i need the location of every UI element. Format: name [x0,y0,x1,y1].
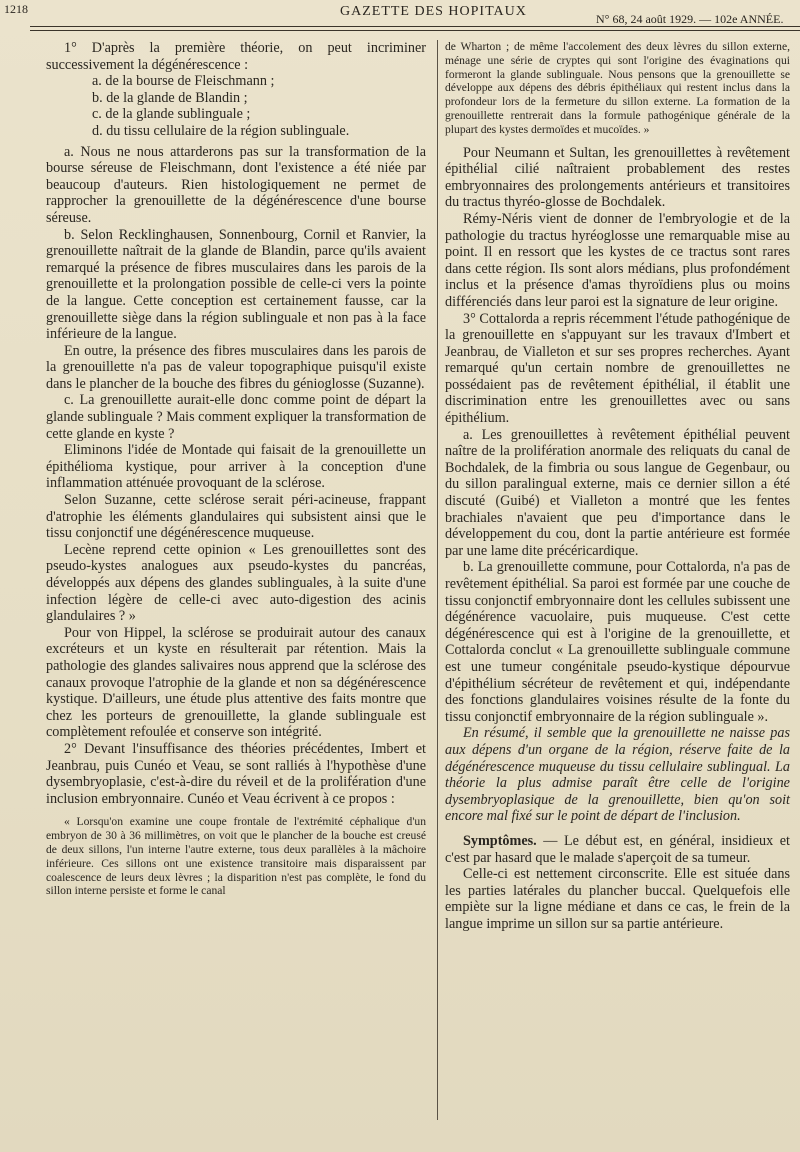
page-number: 1218 [4,2,28,16]
paragraph-blandin: b. Selon Recklinghausen, Sonnenbourg, Cornil et Ranvier, la grenouillette naîtrait de la glande de Blandin, parce qu'ils avaient remarqué la présence de fibres musculaires dans les parois de la grenouillette et la prolongation possible de celle-ci vers la pointe de la langue. Cette conception est certainement fausse, car la grenouillette siège dans la région sublinguale et non pas à la face inférieure de la langue. [46,226,426,343]
paragraph-commune: b. La grenouillette commune, pour Cottalorda, n'a pas de revêtement épithélial. Sa paroi est formée par une couche de tissu conjonctif embryonnaire dont les cellules subissent une dégénérence vacuolaire, puis muqueuse. C'est cette dégénérescence qui est à l'origine de la grenouillette, et Cottalorda conclut « La grenouillette sublinguale commune est une tumeur congénitale pseudo-kystique dépourvue d'épithélium sécréteur de revêtement et qui, indépendante des fonctions glandulaires voisines résulte de la fonte du tissu conjonctif embryonnaire de la région sublinguale ». [445,559,790,725]
paragraph-neumann: Pour Neumann et Sultan, les grenouillettes à revêtement épithélial cilié naîtraient probablement des restes embryonnaires des prolongements antérieurs et transitoires du tractus thyréo-glosse de Bochdalek. [445,144,790,211]
list-item-d: d. du tissu cellulaire de la région sublinguale. [92,122,350,139]
journal-title: GAZETTE DES HOPITAUX [340,4,527,19]
issue-info: N° 68, 24 août 1929. — 102e ANNÉE. [596,12,784,26]
list-item-b: b. de la glande de Blandin ; [92,89,248,106]
quote-continuation: de Wharton ; de même l'accolement des deux lèvres du sillon externe, ménage une série de cryptes qui sont l'origine des évaginations qui formeront la glande sublinguale. Nous pensons que la grenouillette se développe aux dépens des débris épithéliaux qui restent inclus dans la profondeur lors de la fermeture du sillon externe. La formation de la grenouillette rentrerait dans la formule pathogénique générale de la plupart des kystes dermoïdes et mucoïdes. » [445,40,790,136]
paragraph-remy-neris: Rémy-Néris vient de donner de l'embryologie et de la pathologie du tractus hyréoglosse une remarquable mise au point. Il en ressort que les kystes de ce tractus sont rares dans cette région. Ils sont alors médians, plus profondément inclus et la présence d'amas thyroïdiens plus ou moins différenciés dans leur paroi est la signature de leur origine. [445,210,790,310]
paragraph-circonscrite: Celle-ci est nettement circonscrite. Elle est située dans les parties latérales du plancher buccal. Quelquefois elle empiète sur la ligne médiane et dans ce cas, le frein de la langue imprime un sillon sur sa partie antérieure. [445,866,790,932]
paragraph-symptomes [445,833,790,866]
paragraph-fleischmann: a. Nous ne nous attarderons pas sur la transformation de la bourse séreuse de Fleischmann, dont l'existence a été niée par beaucoup d'auteurs. Rien histologiquement ne permet de rapprocher la grenouillette de la dégénérescence d'une bourse séreuse. [46,143,426,226]
paragraph-lecene: Lecène reprend cette opinion « Les grenouillettes sont des pseudo-kystes analogues aux pseudo-kystes du pancréas, développés aux dépens des glandes sublinguales, à la suite d'une infection légère de celle-ci avec auto-digestion des acinis glandulaires ? » [46,541,426,625]
paragraph-montade: Eliminons l'idée de Montade qui faisait de la grenouillette un épithélioma kystique, pour arriver à la conception d'une inflammation atténuée provoquant de la sclérose. [46,442,426,492]
paragraph-cottalorda: 3° Cottalorda a repris récemment l'étude pathogénique de la grenouillette en s'appuyant sur les travaux d'Imbert et Jeanbrau, de Vialleton et sur ses propres recherches. Ayant remarqué qu'un certain nombre de grenouillettes ne possédaient pas de revêtement épithélial, il établit une discrimination entre les grenouillettes avec ou sans épithélium. [445,310,790,427]
paragraph-second-theory: 2° Devant l'insuffisance des théories précédentes, Imbert et Jeanbrau, puis Cunéo et Veau, se sont ralliés à l'hypothèse d'une dysembryoplasie, c'est-à-dire du réveil et de la prolifération d'une inclusion embryonnaire. Cunéo et Veau écrivent à ce propos : [46,740,426,807]
list-item-a: a. de la bourse de Fleischmann ; [92,73,275,90]
header-rule-double [30,30,800,31]
quote-cuneo-veau: « Lorsqu'on examine une coupe frontale de l'extrémité céphalique d'un embryon de 30 à 36 millimètres, on voit que le plancher de la bouche est creusé de deux sillons, l'un interne l'autre externe, tous deux parallèles à la mâchoire inférieure. Ces sillons ont une existence transitoire mais disparaissent par coalescence de leurs deux lèvres ; la disparition n'est pas complète, le fond du sillon interne persiste et forme le canal [46,815,426,898]
paragraph-fibres: En outre, la présence des fibres musculaires dans les parois de la grenouillette n'a pas de valeur topographique puisqu'il existe dans le plancher de la bouche des fibres du génioglosse (Suzanne). [46,342,426,392]
column-divider [437,40,438,1120]
paragraph-von-hippel: Pour von Hippel, la sclérose se produirait autour des canaux excréteurs et un kyste en résulterait par rétention. Mais la pathologie des glandes salivaires nous apprend que la sclérose des canaux provoque l'atrophie de la glande et non sa dégénérescence kystique. D'ailleurs, une étude plus attentive des faits montre que chez les porteurs de grenouillette, la glande sublinguale est complètement refoulée et conserve son intégrité. [46,624,426,741]
right-column [445,40,790,932]
paragraph-first-theory: 1° D'après la première théorie, on peut incriminer successivement la dégénérescence : [46,40,426,73]
list-item-c: c. de la glande sublinguale ; [92,106,251,123]
paragraph-resume: En résumé, il semble que la grenouillette ne naisse pas aux dépens d'un organe de la région, réserve faite de la dégénérescence muqueuse du tissu cellulaire sublingual. La théorie la plus admise paraît être celle de l'origine dysembryoplasique de la grenouillette, bien qu'on soit encore mal fixé sur le point de départ de l'inclusion. [445,725,790,825]
paragraph-sublinguale: c. La grenouillette aurait-elle donc comme point de départ la glande sublinguale ? Mais comment expliquer la transformation de cette glande en kyste ? [46,392,426,442]
header-rule [30,26,800,27]
page-header [0,0,800,40]
left-column [46,40,426,898]
paragraph-suzanne: Selon Suzanne, cette sclérose serait péri-acineuse, frappant d'atrophie les éléments glandulaires qui subsistent ainsi que le tissu conjonctif une dégénérescence muqueuse. [46,492,426,542]
paragraph-epithelial: a. Les grenouillettes à revêtement épithélial peuvent naître de la prolifération anormale des reliquats du canal de Bochdalek, de la fimbria ou sous langue de Gegenbaur, ou du sillon paralingual externe, mais ce dernier sillon a été discuté (Guibé) et Vialleton a montré que les fentes brachiales n'avaient que peu d'importance dans le développement du cou, dont la partie antérieure est formée par une lame dite précéricardique. [445,426,790,559]
symptomes-text: — Le début est, en général, insidieux et c'est par hasard que le malade s'aperçoit de sa tumeur. [445,832,790,866]
section-heading-symptomes: Symptômes. [463,832,537,849]
